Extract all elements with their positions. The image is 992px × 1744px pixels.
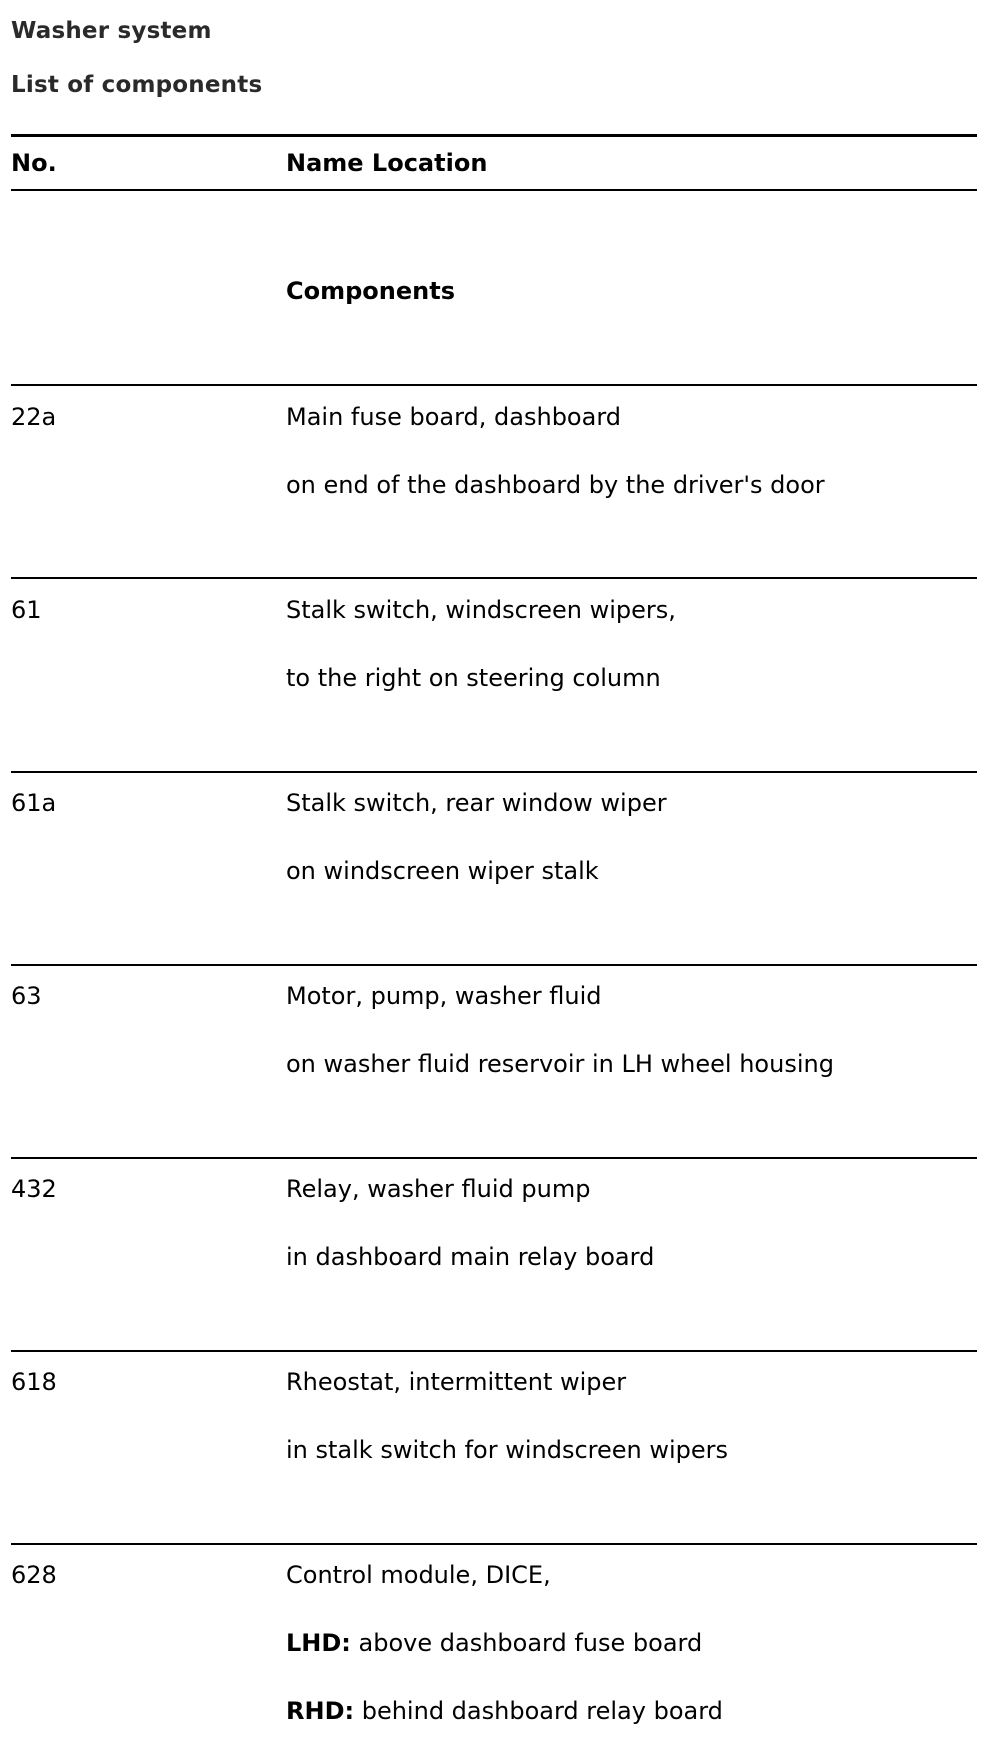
row-location: in dashboard main relay board	[286, 1243, 655, 1271]
row-number: 628	[11, 1561, 57, 1589]
row-location: in stalk switch for windscreen wipers	[286, 1436, 729, 1464]
row-name: Main fuse board, dashboard	[286, 403, 622, 431]
row-number: 61a	[11, 789, 57, 817]
row-rule	[11, 964, 977, 966]
row-location: to the right on steering column	[286, 664, 661, 692]
row-location: on windscreen wiper stalk	[286, 857, 599, 885]
row-location-lhd	[286, 1629, 702, 1657]
row-rule	[11, 771, 977, 773]
rhd-label: RHD:	[286, 1697, 355, 1725]
lhd-location: above dashboard fuse board	[350, 1629, 703, 1657]
row-name: Rheostat, intermittent wiper	[286, 1368, 627, 1396]
row-rule	[11, 1350, 977, 1352]
row-number: 618	[11, 1368, 57, 1396]
row-rule	[11, 384, 977, 386]
table-top-rule	[11, 134, 977, 137]
rhd-location: behind dashboard relay board	[354, 1697, 723, 1725]
row-number: 61	[11, 596, 42, 624]
row-location: on end of the dashboard by the driver's door	[286, 471, 825, 499]
row-location: on washer fluid reservoir in LH wheel housing	[286, 1050, 834, 1078]
column-header-name-location: Name Location	[286, 149, 488, 177]
column-header-no: No.	[11, 149, 57, 177]
row-name: Control module, DICE,	[286, 1561, 551, 1589]
row-rule	[11, 1543, 977, 1545]
row-name: Stalk switch, windscreen wipers,	[286, 596, 676, 624]
row-rule	[11, 577, 977, 579]
row-name: Motor, pump, washer fluid	[286, 982, 602, 1010]
row-location-rhd	[286, 1697, 723, 1725]
header-bottom-rule	[11, 189, 977, 191]
row-number: 432	[11, 1175, 57, 1203]
row-number: 63	[11, 982, 42, 1010]
lhd-label: LHD:	[286, 1629, 351, 1657]
row-name: Stalk switch, rear window wiper	[286, 789, 667, 817]
row-number: 22a	[11, 403, 57, 431]
section-heading-components: Components	[286, 277, 455, 305]
row-name: Relay, washer fluid pump	[286, 1175, 591, 1203]
row-rule	[11, 1157, 977, 1159]
page-title: Washer system	[11, 18, 212, 44]
page-subtitle: List of components	[11, 72, 263, 98]
